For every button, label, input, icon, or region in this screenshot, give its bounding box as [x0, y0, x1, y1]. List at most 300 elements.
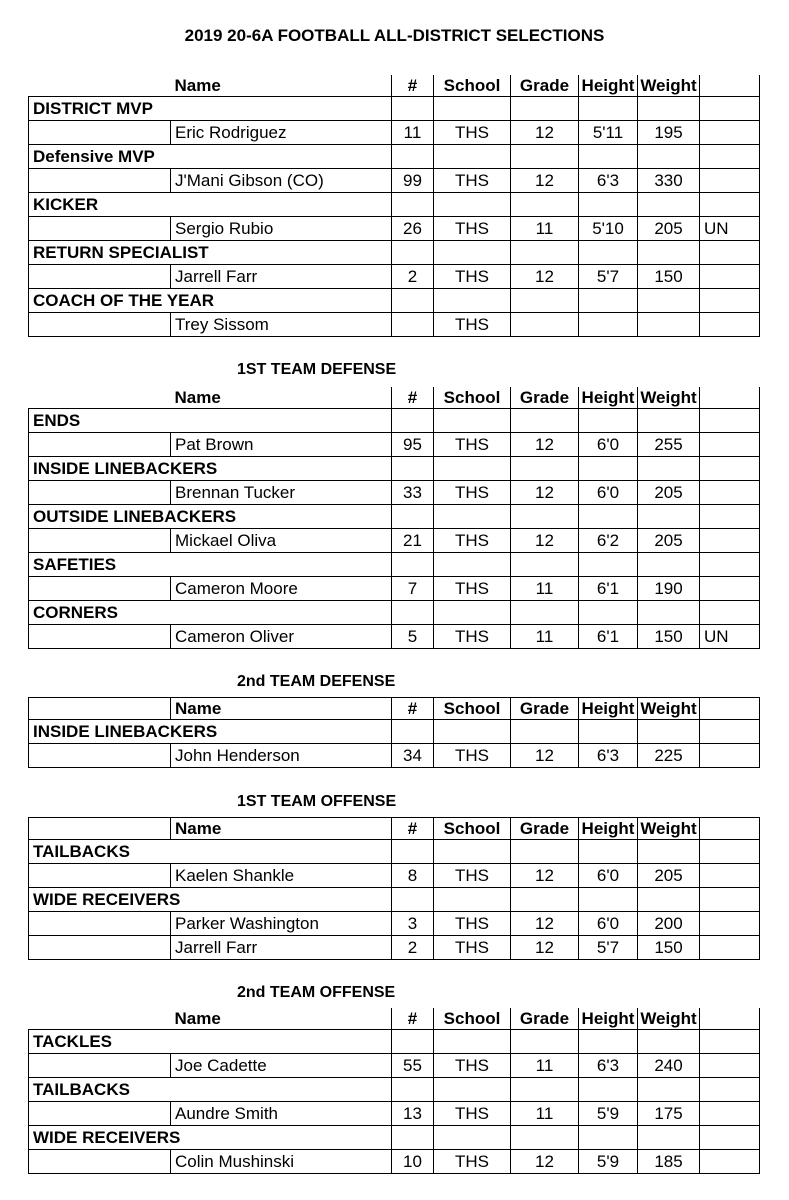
category-label: RETURN SPECIALIST	[29, 241, 392, 265]
player-school: THS	[434, 265, 511, 289]
player-height: 6'0	[579, 433, 638, 457]
column-header-school: School	[434, 698, 511, 720]
category-row	[29, 720, 760, 744]
empty-cell	[638, 1126, 700, 1150]
header-extra	[700, 387, 760, 409]
empty-cell	[579, 1126, 638, 1150]
player-note: UN	[700, 217, 760, 241]
player-weight: 150	[638, 625, 700, 649]
player-note	[700, 936, 760, 960]
header-extra	[700, 1008, 760, 1030]
player-row	[29, 744, 760, 768]
empty-cell	[29, 265, 171, 289]
section-heading: 1ST TEAM DEFENSE	[237, 361, 397, 378]
category-row	[29, 505, 760, 529]
player-weight: 205	[638, 529, 700, 553]
player-note	[700, 1054, 760, 1078]
empty-cell	[29, 577, 171, 601]
category-label: WIDE RECEIVERS	[29, 888, 392, 912]
empty-cell	[29, 169, 171, 193]
empty-cell	[579, 840, 638, 864]
player-name: Colin Mushinski	[171, 1150, 392, 1174]
empty-cell	[511, 840, 579, 864]
player-grade: 11	[511, 577, 579, 601]
player-row	[29, 481, 760, 505]
empty-cell	[392, 505, 434, 529]
header-row	[29, 1008, 760, 1030]
empty-cell	[511, 289, 579, 313]
player-school: THS	[434, 1054, 511, 1078]
empty-cell	[434, 1030, 511, 1054]
empty-cell	[434, 289, 511, 313]
column-header-name: Name	[171, 387, 392, 409]
column-header-school: School	[434, 387, 511, 409]
empty-cell	[29, 313, 171, 337]
empty-cell	[579, 145, 638, 169]
column-header-name: Name	[171, 698, 392, 720]
player-name: Sergio Rubio	[171, 217, 392, 241]
player-height: 6'2	[579, 529, 638, 553]
player-school: THS	[434, 912, 511, 936]
player-note	[700, 313, 760, 337]
column-header-height: Height	[579, 698, 638, 720]
empty-cell	[579, 193, 638, 217]
header-blank	[29, 1008, 171, 1030]
empty-cell	[579, 97, 638, 121]
player-weight: 190	[638, 577, 700, 601]
empty-cell	[392, 1078, 434, 1102]
player-weight: 175	[638, 1102, 700, 1126]
empty-cell	[434, 1126, 511, 1150]
empty-cell	[700, 1030, 760, 1054]
player-grade: 11	[511, 625, 579, 649]
empty-cell	[29, 1054, 171, 1078]
section-heading: 1ST TEAM OFFENSE	[237, 793, 397, 810]
empty-cell	[700, 241, 760, 265]
empty-cell	[29, 529, 171, 553]
header-blank	[29, 818, 171, 840]
column-header-grade: Grade	[511, 1008, 579, 1030]
header-row	[29, 818, 760, 840]
category-row	[29, 241, 760, 265]
empty-cell	[700, 720, 760, 744]
player-height: 6'3	[579, 169, 638, 193]
column-header-weight: Weight	[638, 387, 700, 409]
empty-cell	[511, 193, 579, 217]
player-name: Aundre Smith	[171, 1102, 392, 1126]
empty-cell	[638, 193, 700, 217]
category-label: OUTSIDE LINEBACKERS	[29, 505, 392, 529]
section-heading: 2nd TEAM DEFENSE	[237, 673, 396, 690]
player-grade: 12	[511, 169, 579, 193]
empty-cell	[29, 744, 171, 768]
empty-cell	[392, 145, 434, 169]
empty-cell	[700, 505, 760, 529]
category-row	[29, 193, 760, 217]
empty-cell	[434, 457, 511, 481]
player-number: 8	[392, 864, 434, 888]
empty-cell	[579, 241, 638, 265]
column-header-height: Height	[579, 75, 638, 97]
column-header-num: #	[392, 698, 434, 720]
category-label: WIDE RECEIVERS	[29, 1126, 392, 1150]
column-header-grade: Grade	[511, 698, 579, 720]
player-number: 11	[392, 121, 434, 145]
empty-cell	[638, 1030, 700, 1054]
empty-cell	[579, 1078, 638, 1102]
empty-cell	[579, 888, 638, 912]
player-grade: 11	[511, 217, 579, 241]
empty-cell	[700, 289, 760, 313]
category-label: DISTRICT MVP	[29, 97, 392, 121]
empty-cell	[579, 505, 638, 529]
player-weight: 225	[638, 744, 700, 768]
category-label: ENDS	[29, 409, 392, 433]
player-name: Joe Cadette	[171, 1054, 392, 1078]
player-height: 6'0	[579, 864, 638, 888]
category-row	[29, 1030, 760, 1054]
player-school: THS	[434, 936, 511, 960]
page-title: 2019 20-6A FOOTBALL ALL-DISTRICT SELECTIONS	[184, 26, 605, 45]
empty-cell	[434, 553, 511, 577]
empty-cell	[638, 241, 700, 265]
empty-cell	[392, 97, 434, 121]
category-row	[29, 289, 760, 313]
category-row	[29, 1126, 760, 1150]
player-height: 5'7	[579, 936, 638, 960]
player-number: 3	[392, 912, 434, 936]
player-number: 7	[392, 577, 434, 601]
player-name: Pat Brown	[171, 433, 392, 457]
header-extra	[700, 818, 760, 840]
empty-cell	[511, 409, 579, 433]
empty-cell	[511, 505, 579, 529]
player-grade: 12	[511, 481, 579, 505]
category-label: COACH OF THE YEAR	[29, 289, 392, 313]
empty-cell	[392, 601, 434, 625]
category-row	[29, 1078, 760, 1102]
player-row	[29, 433, 760, 457]
empty-cell	[700, 1078, 760, 1102]
player-school: THS	[434, 625, 511, 649]
empty-cell	[579, 553, 638, 577]
empty-cell	[511, 1126, 579, 1150]
player-name: Jarrell Farr	[171, 265, 392, 289]
empty-cell	[638, 97, 700, 121]
empty-cell	[29, 433, 171, 457]
empty-cell	[700, 409, 760, 433]
player-number: 34	[392, 744, 434, 768]
empty-cell	[434, 601, 511, 625]
empty-cell	[700, 888, 760, 912]
column-header-height: Height	[579, 818, 638, 840]
player-row	[29, 121, 760, 145]
player-note	[700, 265, 760, 289]
empty-cell	[29, 121, 171, 145]
player-note	[700, 864, 760, 888]
column-header-height: Height	[579, 387, 638, 409]
empty-cell	[638, 840, 700, 864]
empty-cell	[638, 601, 700, 625]
player-number: 26	[392, 217, 434, 241]
empty-cell	[579, 1030, 638, 1054]
player-row	[29, 864, 760, 888]
empty-cell	[579, 457, 638, 481]
empty-cell	[392, 888, 434, 912]
player-name: Parker Washington	[171, 912, 392, 936]
player-grade: 12	[511, 1150, 579, 1174]
header-row	[29, 698, 760, 720]
header-extra	[700, 698, 760, 720]
column-header-school: School	[434, 818, 511, 840]
column-header-num: #	[392, 818, 434, 840]
player-weight: 205	[638, 217, 700, 241]
player-weight	[638, 313, 700, 337]
player-grade: 12	[511, 912, 579, 936]
player-name: Cameron Moore	[171, 577, 392, 601]
empty-cell	[579, 289, 638, 313]
player-height: 5'7	[579, 265, 638, 289]
empty-cell	[579, 720, 638, 744]
category-row	[29, 553, 760, 577]
player-number: 99	[392, 169, 434, 193]
empty-cell	[511, 97, 579, 121]
player-grade: 12	[511, 529, 579, 553]
empty-cell	[638, 505, 700, 529]
player-school: THS	[434, 121, 511, 145]
empty-cell	[29, 1150, 171, 1174]
category-row	[29, 840, 760, 864]
header-blank	[29, 387, 171, 409]
player-name: Mickael Oliva	[171, 529, 392, 553]
empty-cell	[700, 457, 760, 481]
empty-cell	[638, 409, 700, 433]
player-height: 6'0	[579, 912, 638, 936]
empty-cell	[511, 720, 579, 744]
player-grade: 12	[511, 936, 579, 960]
player-grade: 12	[511, 265, 579, 289]
empty-cell	[392, 840, 434, 864]
header-row	[29, 387, 760, 409]
player-note: UN	[700, 625, 760, 649]
empty-cell	[700, 553, 760, 577]
category-label: Defensive MVP	[29, 145, 392, 169]
category-label: INSIDE LINEBACKERS	[29, 720, 392, 744]
player-height: 6'1	[579, 625, 638, 649]
column-header-school: School	[434, 75, 511, 97]
empty-cell	[434, 505, 511, 529]
player-height: 6'0	[579, 481, 638, 505]
player-row	[29, 1102, 760, 1126]
player-grade: 11	[511, 1054, 579, 1078]
player-school: THS	[434, 313, 511, 337]
player-number: 95	[392, 433, 434, 457]
player-height	[579, 313, 638, 337]
player-grade: 12	[511, 433, 579, 457]
empty-cell	[434, 241, 511, 265]
player-weight: 185	[638, 1150, 700, 1174]
empty-cell	[392, 241, 434, 265]
column-header-grade: Grade	[511, 387, 579, 409]
player-school: THS	[434, 169, 511, 193]
category-row	[29, 457, 760, 481]
section-heading: 2nd TEAM OFFENSE	[237, 984, 396, 1001]
empty-cell	[511, 457, 579, 481]
empty-cell	[392, 457, 434, 481]
empty-cell	[511, 145, 579, 169]
player-number: 2	[392, 265, 434, 289]
player-weight: 195	[638, 121, 700, 145]
player-note	[700, 121, 760, 145]
column-header-name: Name	[171, 1008, 392, 1030]
player-row	[29, 1054, 760, 1078]
player-height: 6'1	[579, 577, 638, 601]
empty-cell	[29, 481, 171, 505]
player-note	[700, 577, 760, 601]
player-weight: 150	[638, 936, 700, 960]
player-weight: 205	[638, 864, 700, 888]
player-school: THS	[434, 217, 511, 241]
player-row	[29, 1150, 760, 1174]
empty-cell	[511, 553, 579, 577]
empty-cell	[29, 1102, 171, 1126]
header-extra	[700, 75, 760, 97]
column-header-num: #	[392, 387, 434, 409]
player-height: 6'3	[579, 1054, 638, 1078]
category-label: TAILBACKS	[29, 840, 392, 864]
player-name: Jarrell Farr	[171, 936, 392, 960]
column-header-school: School	[434, 1008, 511, 1030]
column-header-weight: Weight	[638, 698, 700, 720]
player-weight: 205	[638, 481, 700, 505]
player-note	[700, 529, 760, 553]
empty-cell	[700, 97, 760, 121]
empty-cell	[700, 840, 760, 864]
player-number: 33	[392, 481, 434, 505]
empty-cell	[511, 888, 579, 912]
player-height: 5'9	[579, 1102, 638, 1126]
category-label: TAILBACKS	[29, 1078, 392, 1102]
player-row	[29, 912, 760, 936]
empty-cell	[392, 553, 434, 577]
player-note	[700, 169, 760, 193]
empty-cell	[511, 601, 579, 625]
player-weight: 150	[638, 265, 700, 289]
player-number: 10	[392, 1150, 434, 1174]
column-header-weight: Weight	[638, 75, 700, 97]
player-note	[700, 1150, 760, 1174]
empty-cell	[638, 888, 700, 912]
player-row	[29, 529, 760, 553]
player-weight: 255	[638, 433, 700, 457]
column-header-num: #	[392, 75, 434, 97]
empty-cell	[434, 888, 511, 912]
player-name: Brennan Tucker	[171, 481, 392, 505]
empty-cell	[511, 241, 579, 265]
player-note	[700, 912, 760, 936]
player-weight: 330	[638, 169, 700, 193]
empty-cell	[392, 720, 434, 744]
empty-cell	[29, 864, 171, 888]
player-row	[29, 217, 760, 241]
player-school: THS	[434, 1102, 511, 1126]
empty-cell	[638, 553, 700, 577]
empty-cell	[700, 1126, 760, 1150]
header-blank	[29, 75, 171, 97]
player-row	[29, 577, 760, 601]
empty-cell	[434, 409, 511, 433]
empty-cell	[29, 936, 171, 960]
section-table	[28, 697, 760, 768]
empty-cell	[579, 601, 638, 625]
player-grade: 11	[511, 1102, 579, 1126]
section-table	[28, 387, 760, 649]
empty-cell	[392, 409, 434, 433]
header-blank	[29, 698, 171, 720]
player-height: 6'3	[579, 744, 638, 768]
empty-cell	[638, 289, 700, 313]
player-name: Eric Rodriguez	[171, 121, 392, 145]
player-number: 13	[392, 1102, 434, 1126]
player-name: Trey Sissom	[171, 313, 392, 337]
category-label: KICKER	[29, 193, 392, 217]
empty-cell	[434, 145, 511, 169]
column-header-name: Name	[171, 75, 392, 97]
empty-cell	[434, 840, 511, 864]
empty-cell	[700, 601, 760, 625]
player-school: THS	[434, 481, 511, 505]
empty-cell	[511, 1030, 579, 1054]
empty-cell	[392, 1126, 434, 1150]
header-row	[29, 75, 760, 97]
column-header-height: Height	[579, 1008, 638, 1030]
player-grade: 12	[511, 744, 579, 768]
category-row	[29, 888, 760, 912]
player-note	[700, 1102, 760, 1126]
player-name: John Henderson	[171, 744, 392, 768]
player-school: THS	[434, 577, 511, 601]
player-note	[700, 744, 760, 768]
empty-cell	[392, 289, 434, 313]
player-weight: 240	[638, 1054, 700, 1078]
player-height: 5'10	[579, 217, 638, 241]
category-label: CORNERS	[29, 601, 392, 625]
player-grade: 12	[511, 121, 579, 145]
section-table	[28, 75, 760, 337]
section-table	[28, 817, 760, 960]
player-row	[29, 936, 760, 960]
player-number: 21	[392, 529, 434, 553]
category-row	[29, 97, 760, 121]
empty-cell	[29, 217, 171, 241]
category-row	[29, 145, 760, 169]
player-row	[29, 313, 760, 337]
player-number: 5	[392, 625, 434, 649]
player-height: 5'9	[579, 1150, 638, 1174]
player-school: THS	[434, 1150, 511, 1174]
category-row	[29, 409, 760, 433]
player-row	[29, 625, 760, 649]
empty-cell	[579, 409, 638, 433]
player-number: 2	[392, 936, 434, 960]
player-height: 5'11	[579, 121, 638, 145]
player-name: Cameron Oliver	[171, 625, 392, 649]
player-school: THS	[434, 433, 511, 457]
empty-cell	[638, 457, 700, 481]
player-school: THS	[434, 744, 511, 768]
player-name: J'Mani Gibson (CO)	[171, 169, 392, 193]
player-school: THS	[434, 864, 511, 888]
